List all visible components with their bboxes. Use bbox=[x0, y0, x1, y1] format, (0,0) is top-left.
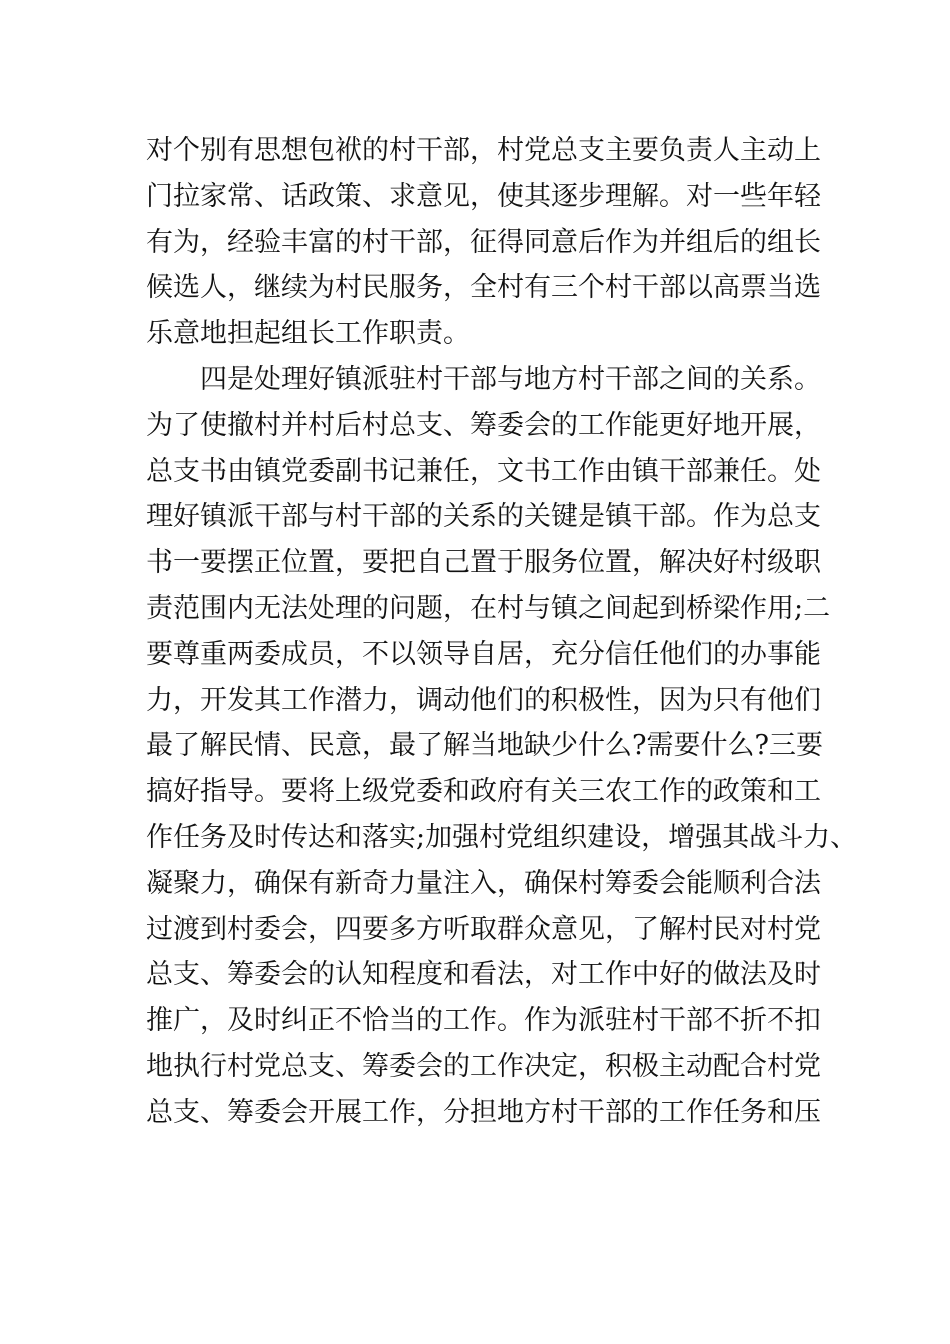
text-line: 总支书由镇党委副书记兼任，文书工作由镇干部兼任。处 bbox=[146, 455, 821, 487]
paragraph-first-line: 四是处理好镇派驻村干部与地方村干部之间的关系。 bbox=[200, 363, 821, 395]
text-line: 地执行村党总支、筹委会的工作决定，积极主动配合村党 bbox=[146, 1050, 821, 1082]
text-line: 最了解民情、民意，最了解当地缺少什么?需要什么?三要 bbox=[146, 730, 823, 762]
text-line: 理好镇派干部与村干部的关系的关键是镇干部。作为总支 bbox=[146, 501, 821, 533]
text-line: 责范围内无法处理的问题，在村与镇之间起到桥梁作用;二 bbox=[146, 592, 831, 624]
text-line: 推广，及时纠正不恰当的工作。作为派驻村干部不折不扣 bbox=[146, 1005, 821, 1037]
text-line: 作任务及时传达和落实;加强村党组织建设，增强其战斗力、 bbox=[146, 821, 858, 853]
text-line: 力，开发其工作潜力，调动他们的积极性，因为只有他们 bbox=[146, 684, 821, 716]
text-line: 凝聚力，确保有新奇力量注入，确保村筹委会能顺利合法 bbox=[146, 867, 821, 899]
text-line: 搞好指导。要将上级党委和政府有关三农工作的政策和工 bbox=[146, 776, 821, 808]
text-line: 候选人，继续为村民服务，全村有三个村干部以高票当选 bbox=[146, 272, 821, 304]
text-line: 过渡到村委会，四要多方听取群众意见，了解村民对村党 bbox=[146, 913, 821, 945]
text-line: 书一要摆正位置，要把自己置于服务位置，解决好村级职 bbox=[146, 547, 821, 579]
document-body-text bbox=[146, 128, 858, 1136]
text-line: 总支、筹委会开展工作，分担地方村干部的工作任务和压 bbox=[146, 1096, 821, 1128]
text-line: 门拉家常、话政策、求意见，使其逐步理解。对一些年轻 bbox=[146, 180, 821, 212]
text-line: 乐意地担起组长工作职责。 bbox=[146, 318, 470, 350]
text-line: 对个别有思想包袱的村干部，村党总支主要负责人主动上 bbox=[146, 135, 821, 166]
text-line: 有为，经验丰富的村干部，征得同意后作为并组后的组长 bbox=[146, 226, 821, 258]
text-line: 总支、筹委会的认知程度和看法，对工作中好的做法及时 bbox=[146, 959, 821, 991]
text-line: 为了使撤村并村后村总支、筹委会的工作能更好地开展， bbox=[146, 409, 821, 441]
text-line: 要尊重两委成员，不以领导自居，充分信任他们的办事能 bbox=[146, 638, 821, 670]
